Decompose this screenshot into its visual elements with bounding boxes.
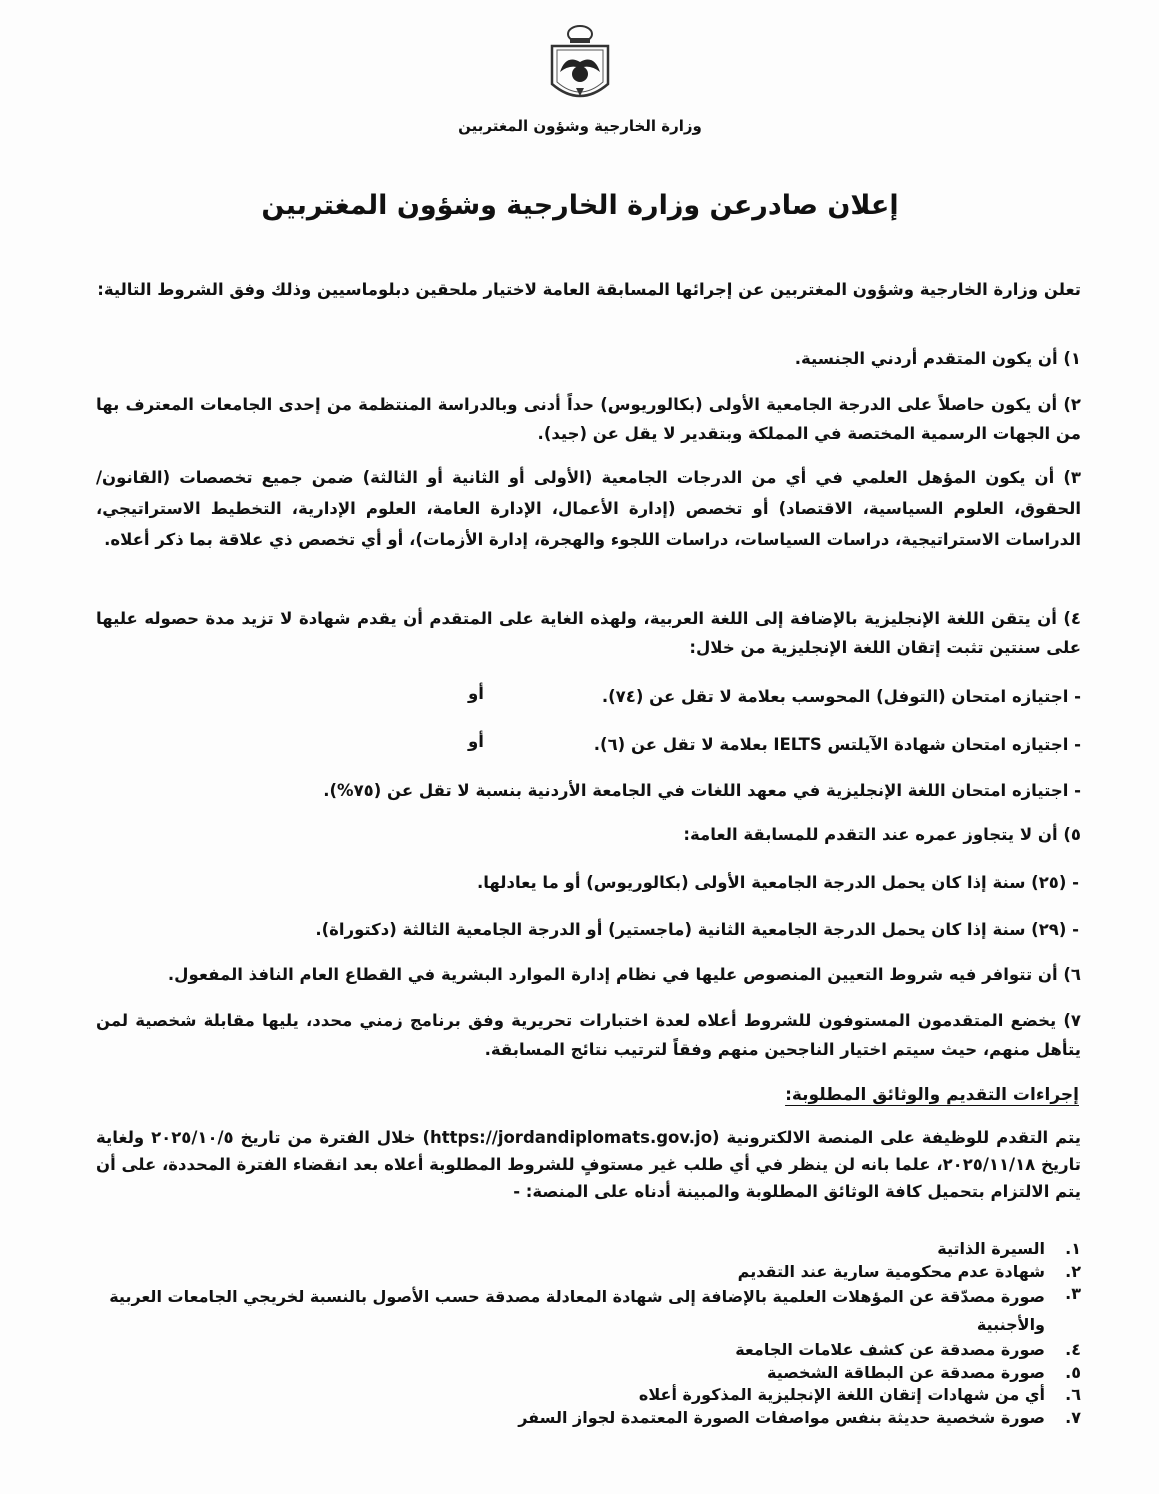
condition-4-toefl: - اجتيازه امتحان (التوفل) المحوسب بعلامة لا تقل عن (٧٤).: [601, 687, 1081, 706]
coat-of-arms-icon: [540, 22, 620, 112]
list-item: [96, 1362, 1081, 1385]
condition-5-bachelor: - (٢٥) سنة إذا كان يحمل الدرجة الجامعية الأولى (بكالوريوس) أو ما يعادلها.: [476, 873, 1079, 892]
ministry-name: وزارة الخارجية وشؤون المغتربين: [458, 117, 702, 135]
procedures-text-2: خلال الفترة من تاريخ ٢٠٢٥/١٠/٥ ولغاية تاريخ ٢٠٢٥/١١/١٨، علما بانه لن ينظر في أي طلب غير مستوفٍ للشروط المطلوبة أعلاه بعد انقضاء الفترة المحددة، على أن يتم الالتزام بتحميل كافة الوثائق المطلوبة والمبينة أدناه على المنصة: -: [96, 1128, 1081, 1201]
procedures-heading: إجراءات التقديم والوثائق المطلوبة:: [785, 1085, 1079, 1105]
condition-5-graduate: - (٢٩) سنة إذا كان يحمل الدرجة الجامعية الثانية (ماجستير) أو الدرجة الجامعية الثالثة (دكتوراة).: [315, 920, 1079, 939]
item-text: صورة مصدقة عن البطاقة الشخصية: [767, 1362, 1045, 1382]
procedures-text-1: يتم التقدم للوظيفة على المنصة الالكترونية: [726, 1128, 1081, 1147]
condition-4: ٤) أن يتقن اللغة الإنجليزية بالإضافة إلى اللغة العربية، ولهذه الغاية على المتقدم أن يقدم شهادة لا تزيد مدة حصوله عليها على سنتين تثبت إتقان اللغة الإنجليزية من خلال:: [96, 609, 1081, 657]
item-number: ٣.: [1065, 1284, 1081, 1303]
required-documents-list: [96, 1238, 1081, 1429]
item-number: ٦.: [1065, 1385, 1081, 1404]
procedures-paragraph: [96, 1124, 1081, 1205]
item-number: ٢.: [1065, 1261, 1081, 1281]
condition-5: ٥) أن لا يتجاوز عمره عند التقدم للمسابقة العامة:: [683, 825, 1081, 844]
item-number: ١.: [1065, 1239, 1081, 1258]
page-title: إعلان صادرعن وزارة الخارجية وشؤون المغتربين: [261, 190, 899, 221]
condition-2: ٢) أن يكون حاصلاً على الدرجة الجامعية الأولى (بكالوريوس) حداً أدنى وبالدراسة المنتظمة من إحدى الجامعات المعترف بها من الجهات الرسمية المختصة في المملكة وبتقدير لا يقل عن (جيد).: [96, 395, 1081, 443]
item-text: صورة مصدقة عن كشف علامات الجامعة: [735, 1340, 1045, 1359]
or-label: أو: [468, 684, 484, 703]
item-text: السيرة الذاتية: [937, 1239, 1045, 1258]
item-number: ٧.: [1065, 1407, 1081, 1427]
condition-1: ١) أن يكون المتقدم أردني الجنسية.: [794, 349, 1081, 368]
item-text: شهادة عدم محكومية سارية عند التقديم: [737, 1261, 1045, 1281]
list-item: [96, 1238, 1081, 1261]
item-number: ٤.: [1065, 1340, 1081, 1359]
intro-paragraph: تعلن وزارة الخارجية وشؤون المغتربين عن إجرائها المسابقة العامة لاختيار ملحقين دبلوماسيين وذلك وفق الشروط التالية:: [97, 280, 1081, 299]
condition-7: ٧) يخضع المتقدمون المستوفون للشروط أعلاه لعدة اختبارات تحريرية وفق برنامج زمني محدد، يليها مقابلة شخصية لمن يتأهل منهم، حيث سيتم اختيار الناجحين منهم وفقاً لترتيب نتائج المسابقة.: [96, 1011, 1081, 1059]
condition-4-ju: - اجتيازه امتحان اللغة الإنجليزية في معهد اللغات في الجامعة الأردنية بنسبة لا تقل عن (٧٥%).: [323, 781, 1081, 800]
or-label: أو: [468, 732, 484, 751]
condition-6: ٦) أن تتوافر فيه شروط التعيين المنصوص عليها في نظام إدارة الموارد البشرية في القطاع العام النافذ المفعول.: [167, 965, 1081, 984]
platform-link[interactable]: (https://jordandiplomats.gov.jo): [422, 1128, 720, 1147]
item-text: أي من شهادات إتقان اللغة الإنجليزية المذكورة أعلاه: [638, 1385, 1045, 1404]
list-item: [96, 1384, 1081, 1407]
list-item: [96, 1283, 1081, 1339]
item-number: ٥.: [1065, 1362, 1081, 1382]
condition-3: ٣) أن يكون المؤهل العلمي في أي من الدرجات الجامعية (الأولى أو الثانية أو الثالثة) ضمن جميع تخصصات (القانون/ الحقوق، العلوم السياسية، الاقتصاد) أو تخصص (إدارة الأعمال، الإدارة العامة، العلوم الإدارية، التخطيط الاستراتيجي، الدراسات الاستراتيجية، دراسات السياسات، دراسات اللجوء والهجرة، إدارة الأزمات)، أو أي تخصص ذي علاقة بما ذكر أعلاه.: [96, 468, 1081, 549]
condition-4-ielts: - اجتيازه امتحان شهادة الآيلتس IELTS بعلامة لا تقل عن (٦).: [593, 735, 1081, 754]
list-item: [96, 1407, 1081, 1430]
list-item: [96, 1339, 1081, 1362]
list-item: [96, 1261, 1081, 1284]
item-text: صورة شخصية حديثة بنفس مواصفات الصورة المعتمدة لجواز السفر: [518, 1407, 1045, 1427]
item-text: صورة مصدّقة عن المؤهلات العلمية بالإضافة إلى شهادة المعادلة مصدقة حسب الأصول بالنسبة لخريجي الجامعات العربية والأجنبية: [109, 1287, 1045, 1334]
